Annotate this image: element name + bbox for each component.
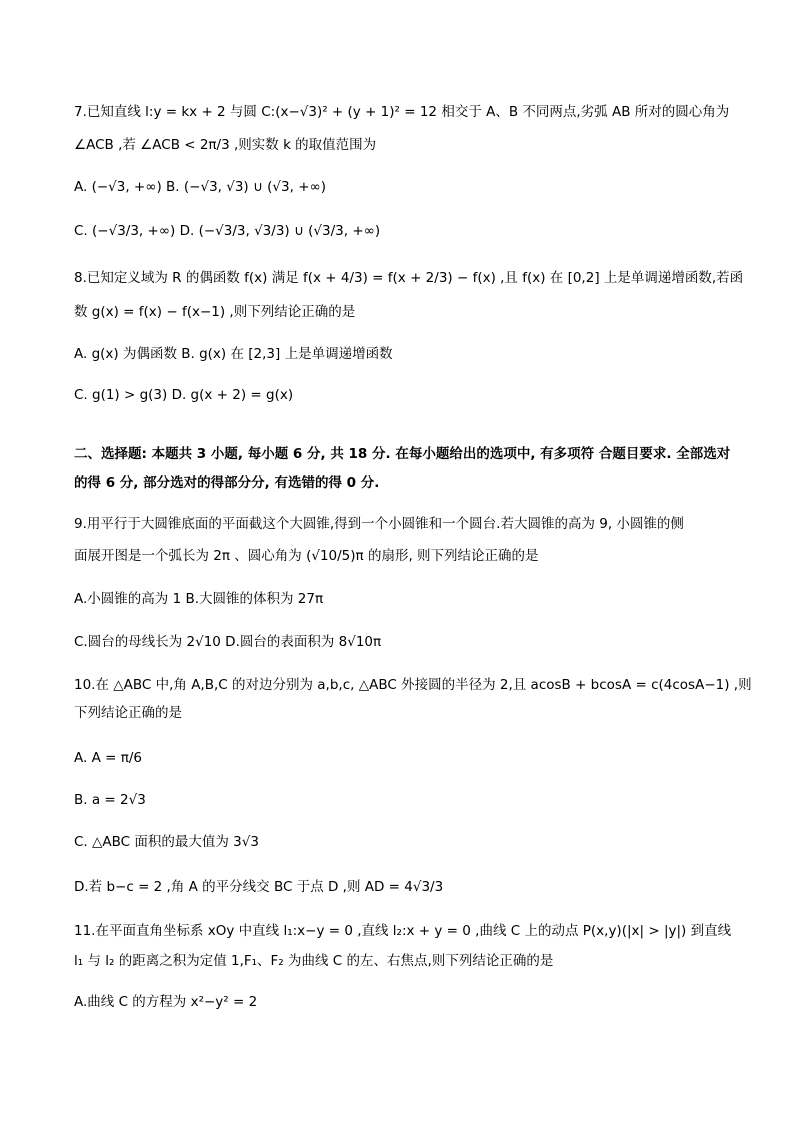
q11-option-a: A.曲线 C 的方程为 x²−y² = 2 [74, 994, 258, 1010]
q10-stem-line-2: 下列结论正确的是 [74, 705, 182, 721]
q9-stem-line-1: 9.用平行于大圆锥底面的平面截这个大圆锥,得到一个小圆锥和一个圆台.若大圆锥的高为 9, 小圆锥的侧 [74, 516, 684, 532]
q9-options-ab: A.小圆锥的高为 1 B.大圆锥的体积为 27π [74, 591, 324, 607]
q10-option-d: D.若 b−c = 2 ,角 A 的平分线交 BC 于点 D ,则 AD = 4√3/3 [74, 879, 444, 895]
q7-stem-line-1: 7.已知直线 l:y = kx + 2 与圆 C:(x−√3)² + (y + 1)² = 12 相交于 A、B 不同两点,劣弧 AB 所对的圆心角为 [74, 104, 730, 120]
q7-options-cd: C. (−√3/3, +∞) D. (−√3/3, √3/3) ∪ (√3/3, +∞) [74, 223, 381, 239]
q11-stem-line-1: 11.在平面直角坐标系 xOy 中直线 l₁:x−y = 0 ,直线 l₂:x + y = 0 ,曲线 C 上的动点 P(x,y)(|x| > |y|) 到直线 [74, 923, 732, 939]
section-2-line-1: 二、选择题: 本题共 3 小题, 每小题 6 分, 共 18 分. 在每小题给出的选项中, 有多项符 合题目要求. 全部选对 [74, 446, 731, 462]
q10-option-c: C. △ABC 面积的最大值为 3√3 [74, 834, 259, 850]
q7-options-ab: A. (−√3, +∞) B. (−√3, √3) ∪ (√3, +∞) [74, 179, 327, 195]
q10-stem-line-1: 10.在 △ABC 中,角 A,B,C 的对边分别为 a,b,c, △ABC 外接圆的半径为 2,且 acosB + bcosA = c(4cosA−1) ,则 [74, 677, 752, 693]
q10-option-a: A. A = π/6 [74, 750, 142, 766]
q8-stem-line-2: 数 g(x) = f(x) − f(x−1) ,则下列结论正确的是 [74, 304, 356, 320]
q8-options-ab: A. g(x) 为偶函数 B. g(x) 在 [2,3] 上是单调递增函数 [74, 346, 393, 362]
q8-stem-line-1: 8.已知定义域为 R 的偶函数 f(x) 满足 f(x + 4/3) = f(x + 2/3) − f(x) ,且 f(x) 在 [0,2] 上是单调递增函数,若函 [74, 270, 744, 286]
q11-stem-line-2: l₁ 与 l₂ 的距离之积为定值 1,F₁、F₂ 为曲线 C 的左、右焦点,则下列结论正确的是 [74, 953, 554, 969]
section-2-line-2: 的得 6 分, 部分选对的得部分分, 有选错的得 0 分. [74, 475, 380, 491]
q10-option-b: B. a = 2√3 [74, 792, 146, 808]
q9-stem-line-2: 面展开图是一个弧长为 2π 、圆心角为 (√10/5)π 的扇形, 则下列结论正确的是 [74, 548, 539, 564]
q7-stem-line-2: ∠ACB ,若 ∠ACB < 2π/3 ,则实数 k 的取值范围为 [74, 137, 377, 153]
q9-options-cd: C.圆台的母线长为 2√10 D.圆台的表面积为 8√10π [74, 634, 382, 650]
q8-options-cd: C. g(1) > g(3) D. g(x + 2) = g(x) [74, 387, 294, 403]
